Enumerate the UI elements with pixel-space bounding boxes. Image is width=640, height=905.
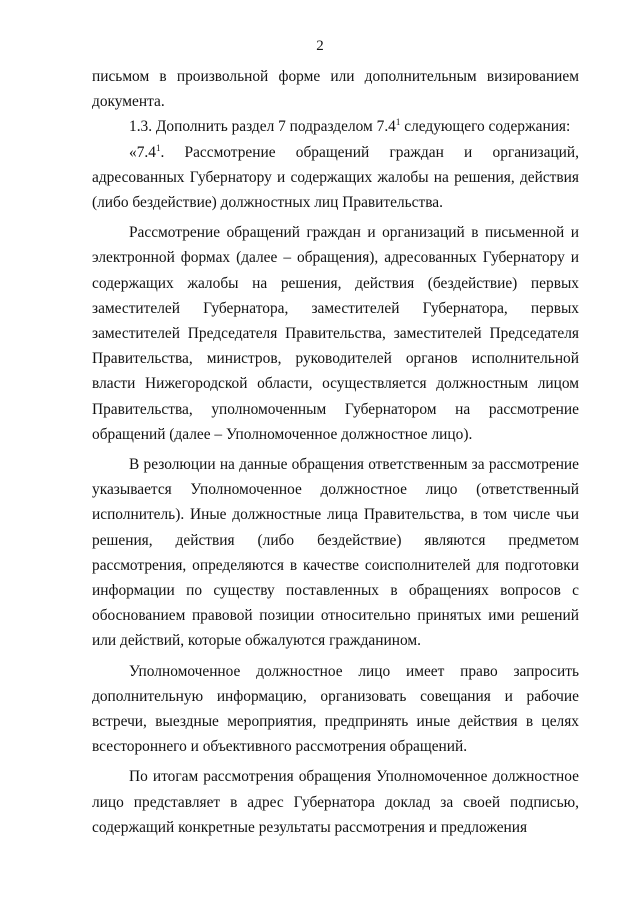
paragraph-continuation: письмом в произвольной форме или дополнительным визированием документа. <box>92 68 579 111</box>
subsection-title: . Рассмотрение обращений граждан и организаций, адресованных Губернатору и содержащих жалобы на решения, действия (либо бездействие) должностных лиц Правительства. <box>92 143 579 212</box>
paragraph-review-procedure: Рассмотрение обращений граждан и организаций в письменной и электронной формах (далее – обращения), адресованных Губернатору и содержащих жалобы на решения, действия (бездействие) первых заместителей Губернатора, заместителей Губернатора, первых заместителей Председателя Правительства, заместителей Председателя Правительства, министров, руководителей органов исполнительной власти Нижегородской области, осуществляется должностным лицом Правительства, уполномоченным Губернатором на рассмотрение обращений (далее – Уполномоченное должностное лицо). <box>92 224 579 443</box>
paragraph-subsection-heading <box>92 140 579 216</box>
paragraph-amendment <box>92 114 579 139</box>
subsection-superscript: 1 <box>155 142 161 153</box>
document-body <box>92 64 579 840</box>
paragraph-results-report: По итогам рассмотрения обращения Уполномоченное должностное лицо представляет в адрес Губернатора доклад за своей подписью, содержащий конкретные результаты рассмотрения и предложения <box>92 768 579 836</box>
amendment-superscript: 1 <box>395 117 401 128</box>
amendment-text-start: 1.3. Дополнить раздел 7 подразделом 7.4 <box>129 118 396 136</box>
paragraph-resolution: В резолюции на данные обращения ответственным за рассмотрение указывается Уполномоченное должностное лицо (ответственный исполнитель). Иные должностные лица Правительства, в том числе чьи решения, действия (либо бездействие) являются предметом рассмотрения, определяются в качестве соисполнителей для подготовки информации по существу поставленных в обращениях вопросов с обоснованием правовой позиции относительно принятых ими решений или действий, которые обжалуются гражданином. <box>92 456 579 650</box>
page-number: 2 <box>316 38 324 54</box>
subsection-number: «7.4 <box>129 143 156 161</box>
paragraph-authorized-official-rights: Уполномоченное должностное лицо имеет право запросить дополнительную информацию, организовать совещания и рабочие встречи, выездные мероприятия, предпринять иные действия в целях всестороннего и объективного рассмотрения обращений. <box>92 662 579 756</box>
amendment-text-end: следующего содержания: <box>400 118 571 136</box>
